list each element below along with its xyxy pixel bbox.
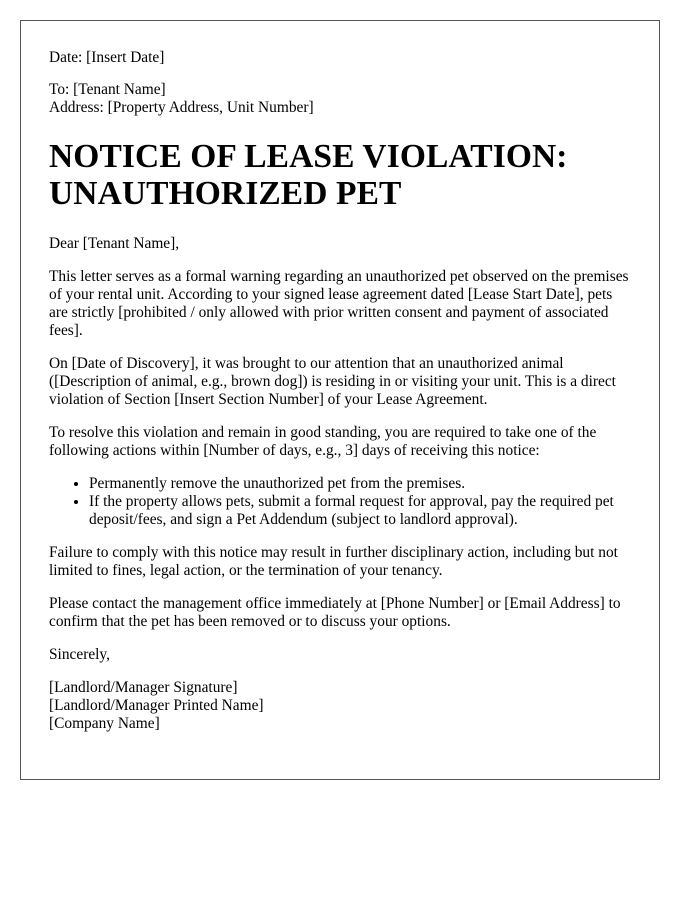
letter-page bbox=[20, 20, 660, 780]
paragraph-consequences: Failure to comply with this notice may result in further disciplinary action, including but not limited to fines, legal action, or the termination of your tenancy. bbox=[49, 544, 618, 579]
paragraph-required-actions: To resolve this violation and remain in good standing, you are required to take one of the following actions within [Number of days, e.g., 3] days of receiving this notice: bbox=[49, 424, 597, 459]
date-line: Date: [Insert Date] bbox=[49, 49, 165, 66]
closing: Sincerely, bbox=[49, 646, 110, 663]
notice-title bbox=[49, 138, 631, 212]
recipient-block bbox=[49, 81, 631, 117]
notice-title-line-1: NOTICE OF LEASE VIOLATION: bbox=[49, 138, 568, 175]
signature-block bbox=[49, 679, 631, 733]
paragraph-violation-details: On [Date of Discovery], it was brought to our attention that an unauthorized animal ([Description of animal, e.g., brown dog]) is residing in or visiting your unit. This is a direct violation of Section [Insert Section Number] of your Lease Agreement. bbox=[49, 355, 616, 408]
notice-title-line-2: UNAUTHORIZED PET bbox=[49, 175, 402, 212]
recipient-name-line: To: [Tenant Name] bbox=[49, 81, 166, 98]
paragraph-warning: This letter serves as a formal warning regarding an unauthorized pet observed on the premises of your rental unit. According to your signed lease agreement dated [Lease Start Date], pets are strictly [prohibited / only allowed with prior written consent and payment of associated fees]. bbox=[49, 268, 629, 339]
list-item: • If the property allows pets, submit a formal request for approval, pay the required pet deposit/fees, and sign a Pet Addendum (subject to landlord approval). bbox=[89, 493, 631, 529]
signature-line: [Landlord/Manager Signature] bbox=[49, 679, 238, 696]
paragraph-contact: Please contact the management office immediately at [Phone Number] or [Email Address] to confirm that the pet has been removed or to discuss your options. bbox=[49, 595, 621, 630]
required-actions-list bbox=[49, 475, 631, 529]
printed-name-line: [Landlord/Manager Printed Name] bbox=[49, 697, 264, 714]
salutation: Dear [Tenant Name], bbox=[49, 235, 180, 252]
company-name-line: [Company Name] bbox=[49, 715, 160, 732]
list-item: • Permanently remove the unauthorized pet from the premises. bbox=[89, 475, 631, 493]
recipient-address-line: Address: [Property Address, Unit Number] bbox=[49, 99, 314, 116]
